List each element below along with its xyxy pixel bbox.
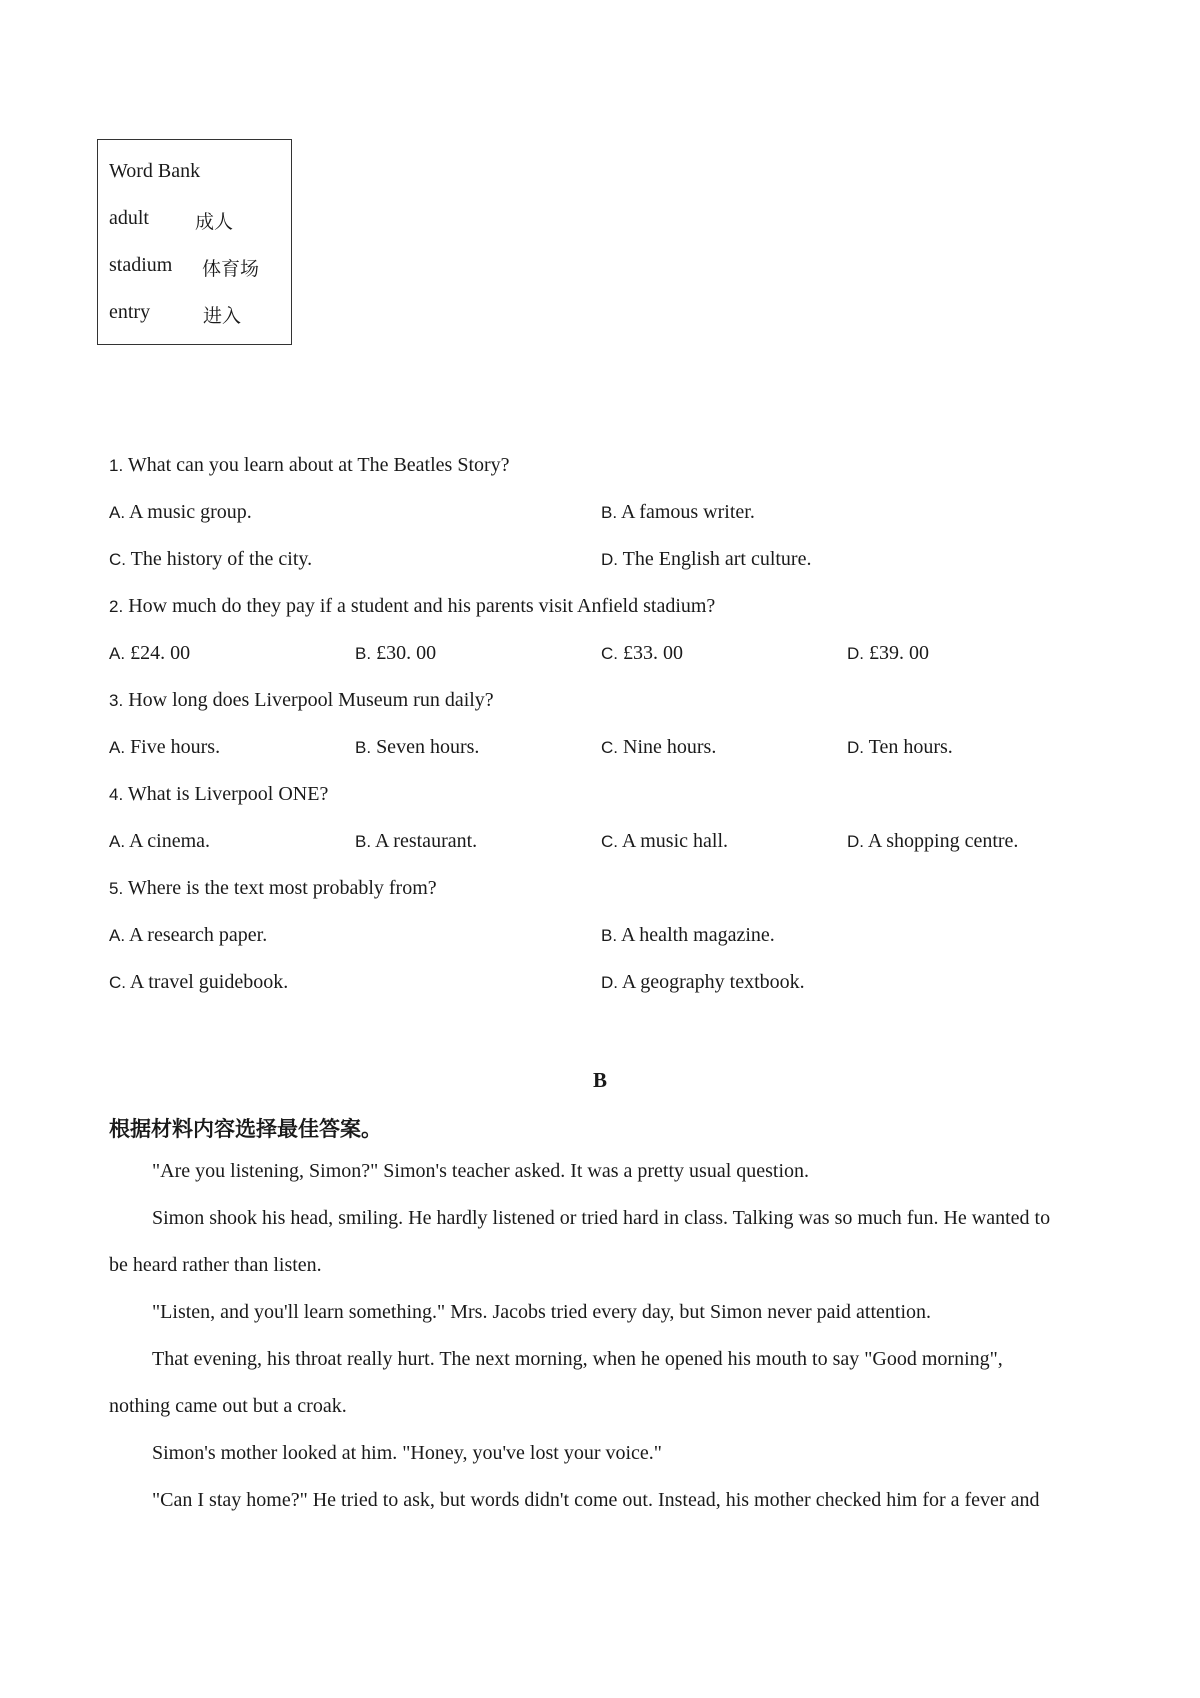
word-bank-title: Word Bank	[109, 160, 201, 182]
option-text: A shopping centre.	[867, 830, 1019, 852]
question-2	[109, 596, 715, 616]
section-instruction: 根据材料内容选择最佳答案。	[109, 1117, 382, 1141]
question-3	[109, 690, 494, 710]
question-number: 3.	[109, 691, 124, 710]
question-5	[109, 878, 437, 898]
q1-option-a[interactable]	[109, 502, 252, 522]
option-letter: C.	[601, 738, 618, 757]
option-letter: C.	[109, 550, 126, 569]
passage-line: Simon shook his head, smiling. He hardly listened or tried hard in class. Talking was so much fun. He wanted to	[152, 1207, 1051, 1229]
passage-line: "Are you listening, Simon?" Simon's teacher asked. It was a pretty usual question.	[152, 1160, 810, 1182]
option-text: A travel guidebook.	[129, 971, 289, 993]
question-number: 1.	[109, 456, 124, 475]
option-letter: C.	[601, 832, 618, 851]
q2-option-d[interactable]	[847, 643, 929, 663]
option-text: A health magazine.	[620, 924, 775, 946]
question-text: How much do they pay if a student and his parents visit Anfield stadium?	[128, 595, 716, 617]
q4-option-c[interactable]	[601, 831, 728, 851]
option-text: Seven hours.	[376, 736, 480, 758]
section-heading: B	[592, 1068, 607, 1092]
q3-option-a[interactable]	[109, 737, 220, 757]
word-bank-term: adult	[109, 207, 149, 229]
option-text: £33. 00	[623, 642, 683, 664]
question-number: 2.	[109, 597, 124, 616]
q3-option-b[interactable]	[355, 737, 479, 757]
option-letter: A.	[109, 644, 126, 663]
question-number: 5.	[109, 879, 124, 898]
q4-option-a[interactable]	[109, 831, 210, 851]
question-text: How long does Liverpool Museum run daily?	[128, 689, 494, 711]
question-text: Where is the text most probably from?	[127, 877, 437, 899]
question-number: 4.	[109, 785, 124, 804]
passage-line: "Can I stay home?" He tried to ask, but words didn't come out. Instead, his mother checked him for a fever and	[152, 1489, 1040, 1511]
option-text: £30. 00	[376, 642, 437, 664]
option-text: £39. 00	[869, 642, 929, 664]
option-letter: B.	[355, 832, 372, 851]
passage-line: Simon's mother looked at him. "Honey, you've lost your voice."	[152, 1442, 662, 1464]
option-text: £24. 00	[130, 642, 191, 664]
option-text: The English art culture.	[622, 548, 812, 570]
option-text: Five hours.	[130, 736, 221, 758]
passage-line: be heard rather than listen.	[109, 1254, 322, 1276]
question-1	[109, 455, 510, 475]
question-4	[109, 784, 328, 804]
word-bank-box	[97, 139, 292, 345]
q2-option-b[interactable]	[355, 643, 436, 663]
option-letter: A.	[109, 503, 126, 522]
option-text: A cinema.	[128, 830, 211, 852]
q5-option-d[interactable]	[601, 972, 805, 992]
q2-option-c[interactable]	[601, 643, 683, 663]
option-letter: A.	[109, 738, 126, 757]
q2-option-a[interactable]	[109, 643, 190, 663]
option-letter: D.	[847, 832, 864, 851]
q4-option-b[interactable]	[355, 831, 477, 851]
q3-option-d[interactable]	[847, 737, 953, 757]
option-letter: B.	[601, 926, 618, 945]
option-text: A geography textbook.	[621, 971, 805, 993]
option-text: A famous writer.	[620, 501, 755, 523]
word-bank-term: entry	[109, 301, 151, 323]
question-text: What can you learn about at The Beatles Story?	[127, 454, 510, 476]
q3-option-c[interactable]	[601, 737, 716, 757]
option-text: Ten hours.	[868, 736, 953, 758]
word-bank-translation: 体育场	[202, 258, 260, 280]
q5-option-b[interactable]	[601, 925, 775, 945]
word-bank-translation: 成人	[195, 211, 234, 233]
word-bank-term: stadium	[109, 254, 173, 276]
passage-line: That evening, his throat really hurt. The next morning, when he opened his mouth to say "Good morning",	[152, 1348, 1003, 1370]
option-letter: C.	[601, 644, 618, 663]
option-letter: B.	[355, 738, 372, 757]
q5-option-a[interactable]	[109, 925, 267, 945]
passage-line: nothing came out but a croak.	[109, 1395, 347, 1417]
option-text: Nine hours.	[623, 736, 717, 758]
option-text: A restaurant.	[374, 830, 478, 852]
option-letter: D.	[601, 973, 618, 992]
option-letter: D.	[601, 550, 618, 569]
option-text: A music hall.	[621, 830, 729, 852]
passage-line: "Listen, and you'll learn something." Mrs. Jacobs tried every day, but Simon never paid attention.	[152, 1301, 932, 1323]
q1-option-c[interactable]	[109, 549, 312, 569]
q1-option-d[interactable]	[601, 549, 811, 569]
option-text: A music group.	[128, 501, 252, 523]
q4-option-d[interactable]	[847, 831, 1018, 851]
option-letter: C.	[109, 973, 126, 992]
word-bank-translation: 进入	[203, 305, 242, 327]
option-letter: B.	[355, 644, 372, 663]
option-letter: A.	[109, 832, 126, 851]
option-text: A research paper.	[128, 924, 268, 946]
option-letter: A.	[109, 926, 126, 945]
q5-option-c[interactable]	[109, 972, 288, 992]
question-text: What is Liverpool ONE?	[127, 783, 329, 805]
option-letter: D.	[847, 644, 864, 663]
q1-option-b[interactable]	[601, 502, 755, 522]
option-text: The history of the city.	[130, 548, 313, 570]
option-letter: D.	[847, 738, 864, 757]
option-letter: B.	[601, 503, 618, 522]
